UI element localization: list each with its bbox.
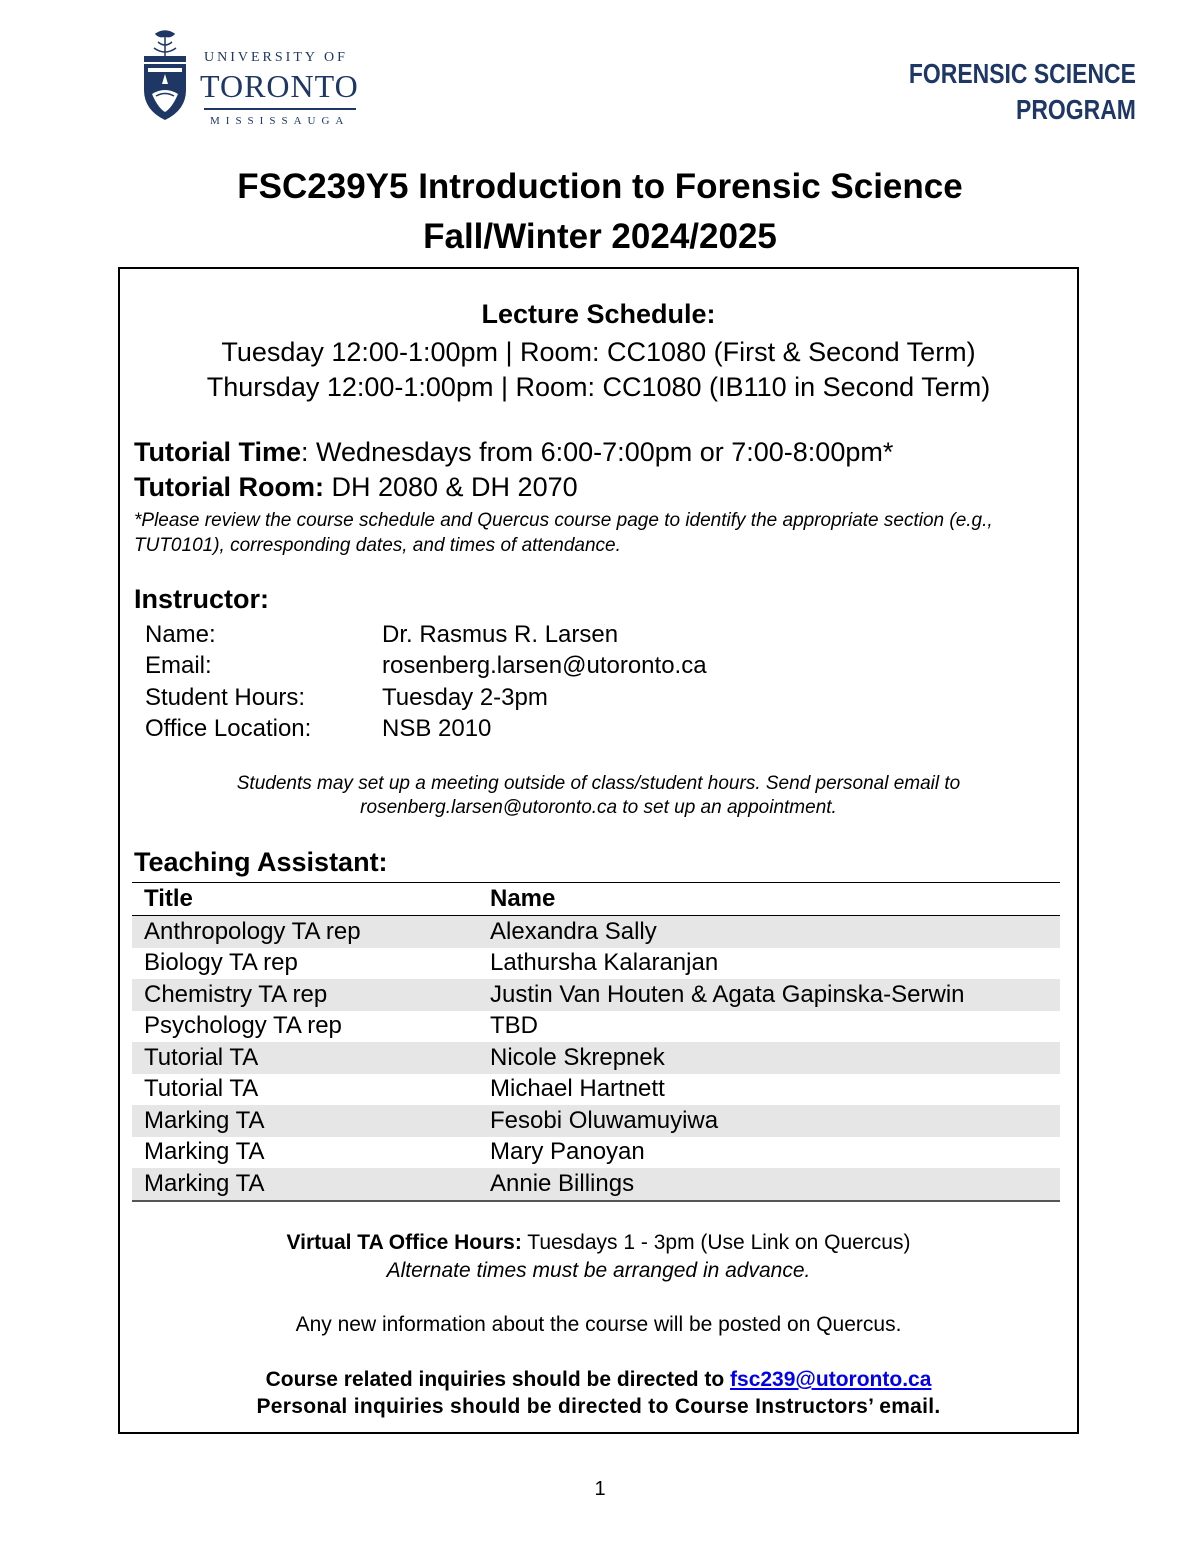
tutorial-time-label: Tutorial Time (134, 437, 302, 467)
instructor-note-line-2: rosenberg.larsen@utoronto.ca to set up an appointment. (360, 797, 837, 818)
ta-name-cell: Mary Panoyan (490, 1138, 645, 1166)
table-row (132, 948, 1060, 980)
ta-name-cell: Lathursha Kalaranjan (490, 949, 719, 977)
column-header-title: Title (132, 883, 478, 916)
program-line-2: PROGRAM (1016, 94, 1136, 125)
ta-title-cell: Marking TA (144, 1138, 265, 1166)
table-row (132, 1042, 1060, 1074)
university-logo (136, 28, 376, 132)
ta-title-cell: Anthropology TA rep (132, 916, 478, 948)
document-title (0, 162, 1200, 262)
personal-inquiries-line: Personal inquiries should be directed to Course Instructors’ email. (256, 1395, 941, 1418)
ta-title-cell: Tutorial TA (132, 1042, 478, 1074)
logo-campus-text: MISSISSAUGA (210, 115, 350, 127)
lecture-line-tuesday: Tuesday 12:00-1:00pm | Room: CC1080 (First & Second Term) (221, 337, 976, 367)
ta-name-cell: Nicole Skrepnek (478, 1042, 1060, 1074)
ta-name-cell: Michael Hartnett (490, 1075, 665, 1103)
info-label: Name: (145, 621, 216, 648)
tutorial-room-value: DH 2080 & DH 2070 (323, 472, 578, 502)
info-value: Dr. Rasmus R. Larsen (382, 621, 619, 648)
lecture-line-thursday: Thursday 12:00-1:00pm | Room: CC1080 (IB110 in Second Term) (206, 372, 991, 402)
course-email-link[interactable]: fsc239@utoronto.ca (730, 1368, 932, 1391)
course-title: FSC239Y5 Introduction to Forensic Science (237, 167, 963, 206)
page-number: 1 (594, 1478, 606, 1500)
table-row (132, 1074, 1060, 1106)
ta-table (132, 882, 1060, 1202)
ta-title-cell: Marking TA (132, 1168, 478, 1201)
tutorial-note: *Please review the course schedule and Quercus course page to identify the appropriate section (e.g., TUT0101), corresponding dates, and times of attendance. (134, 510, 993, 556)
ta-name-cell: Alexandra Sally (478, 916, 1060, 948)
ta-title-cell: Psychology TA rep (144, 1012, 342, 1040)
ta-name-cell: Annie Billings (478, 1168, 1060, 1201)
info-value: Tuesday 2-3pm (382, 684, 548, 711)
table-row (132, 1137, 1060, 1169)
course-inquiries-text: Course related inquiries should be directed to (265, 1368, 731, 1391)
ta-title-cell: Chemistry TA rep (132, 979, 478, 1011)
table-header-row (132, 883, 1060, 916)
table-row (132, 1105, 1060, 1137)
ta-name-cell: Fesobi Oluwamuyiwa (478, 1105, 1060, 1137)
program-line-1: FORENSIC SCIENCE (908, 58, 1136, 89)
info-label: Email: (145, 652, 212, 679)
instructor-note-line-1: Students may set up a meeting outside of class/student hours. Send personal email to (236, 773, 961, 794)
table-row (132, 979, 1060, 1011)
course-inquiries-line (120, 1366, 1077, 1393)
virtual-office-hours-label: Virtual TA Office Hours: (286, 1231, 522, 1254)
info-label: Office Location: (145, 715, 312, 742)
course-term: Fall/Winter 2024/2025 (423, 217, 777, 256)
logo-university-text: UNIVERSITY OF (204, 50, 348, 65)
info-value: NSB 2010 (382, 715, 492, 742)
crest-icon (136, 28, 194, 124)
alternate-times-note: Alternate times must be arranged in advance. (386, 1259, 811, 1282)
course-info-box (118, 267, 1079, 1434)
tutorial-room (134, 472, 1064, 503)
logo-divider (204, 108, 356, 110)
virtual-office-hours-value: Tuesdays 1 - 3pm (Use Link on Quercus) (521, 1231, 911, 1254)
ta-title-cell: Biology TA rep (144, 949, 298, 977)
logo-toronto-text: TORONTO (200, 68, 359, 104)
ta-name-cell: Justin Van Houten & Agata Gapinska-Serwin (478, 979, 1060, 1011)
table-row (132, 1168, 1060, 1201)
instructor-heading: Instructor: (134, 584, 269, 614)
ta-title-cell: Marking TA (132, 1105, 478, 1137)
column-header-name: Name (478, 883, 1060, 916)
info-label: Student Hours: (145, 684, 306, 711)
tutorial-room-label: Tutorial Room: (134, 472, 324, 502)
table-row (132, 1011, 1060, 1043)
ta-name-cell: TBD (490, 1012, 538, 1040)
virtual-office-hours (120, 1229, 1077, 1256)
ta-title-cell: Tutorial TA (144, 1075, 259, 1103)
new-info-note: Any new information about the course will be posted on Quercus. (295, 1313, 902, 1336)
tutorial-time-value: : Wednesdays from 6:00-7:00pm or 7:00-8:00pm* (301, 437, 894, 467)
info-value: rosenberg.larsen@utoronto.ca (382, 652, 707, 679)
program-name (909, 56, 1136, 128)
lecture-heading: Lecture Schedule: (481, 299, 716, 329)
page-header (0, 0, 1200, 150)
tutorial-time (134, 437, 1064, 468)
ta-heading: Teaching Assistant: (134, 847, 388, 877)
table-row (132, 916, 1060, 948)
